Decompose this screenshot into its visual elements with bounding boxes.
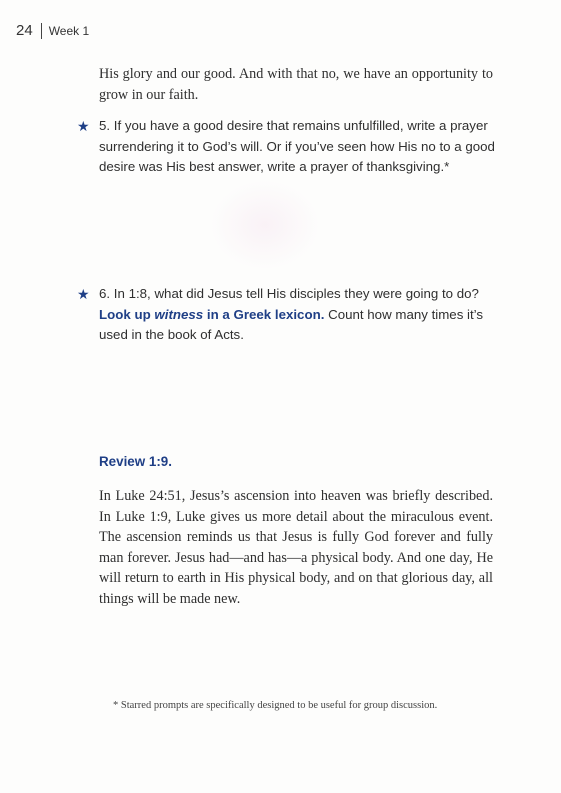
witness-term: witness bbox=[154, 306, 204, 322]
section-label: Week 1 bbox=[48, 23, 90, 38]
page-header bbox=[16, 22, 89, 39]
header-divider bbox=[41, 23, 42, 39]
question-5 bbox=[77, 116, 495, 178]
question-6 bbox=[77, 284, 495, 346]
footnote: * Starred prompts are specifically designed to be useful for group discussion. bbox=[113, 700, 438, 711]
star-icon: ★ bbox=[77, 286, 90, 302]
review-paragraph: In Luke 24:51, Jesus’s ascension into heaven was briefly described. In Luke 1:9, Luke gives us more detail about the miraculous event. The ascension reminds us that Jesus is fully God forever and fully man forever. Jesus had—and has—a physical body. And one day, He will return to earth in His physical body, and on that glorious day, all things will be made new. bbox=[99, 488, 493, 607]
intro-paragraph: His glory and our good. And with that no, we have an opportunity to grow in our faith. bbox=[99, 66, 493, 103]
question-6-text-start: 6. In 1:8, what did Jesus tell His disciples they were going to do? bbox=[99, 286, 479, 301]
look-up-instruction: Look up witness in a Greek lexicon. bbox=[99, 306, 325, 322]
question-6-text-end: Count how many times it’s used in the book of Acts. bbox=[99, 306, 484, 342]
page-number: 24 bbox=[16, 22, 33, 39]
star-icon: ★ bbox=[77, 118, 90, 134]
review-heading: Review 1:9. bbox=[99, 454, 172, 469]
faint-background-mark bbox=[210, 180, 320, 270]
question-5-text: 5. If you have a good desire that remains unfulfilled, write a prayer surrendering it to God’s will. Or if you’ve seen how His no to a good desire was His best answer, write a prayer of thanksgiving.* bbox=[99, 118, 495, 174]
